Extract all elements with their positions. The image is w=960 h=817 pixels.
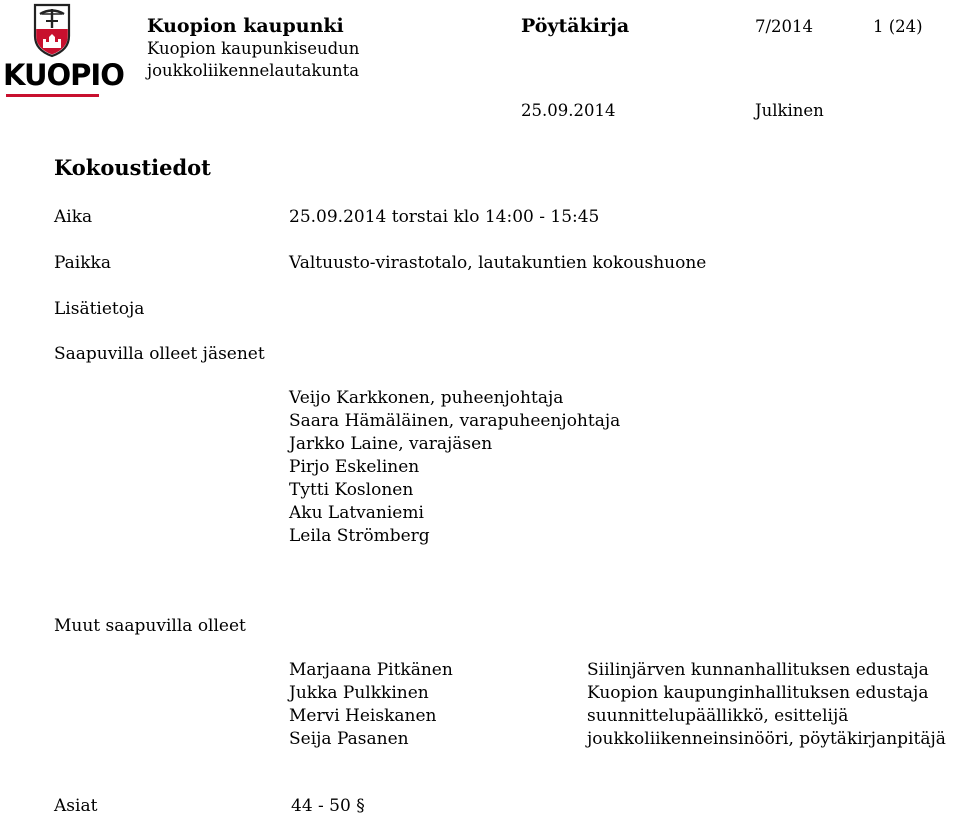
asiat-label: Asiat bbox=[54, 796, 98, 816]
document-status: Julkinen bbox=[755, 101, 824, 120]
list-item: Siilinjärven kunnanhallituksen edustaja bbox=[587, 660, 929, 680]
list-item: Leila Strömberg bbox=[289, 526, 430, 546]
paikka-label: Paikka bbox=[54, 253, 111, 273]
aika-value: 25.09.2014 torstai klo 14:00 - 15:45 bbox=[289, 207, 600, 227]
members-list bbox=[289, 387, 620, 548]
list-item: Jukka Pulkkinen bbox=[289, 683, 429, 703]
others-label: Muut saapuvilla olleet bbox=[54, 616, 246, 636]
list-item: Pirjo Eskelinen bbox=[289, 457, 420, 477]
list-item: Mervi Heiskanen bbox=[289, 706, 437, 726]
aika-label: Aika bbox=[54, 207, 93, 227]
organization-name: Kuopion kaupunki bbox=[147, 15, 344, 37]
list-item: Seija Pasanen bbox=[289, 729, 409, 749]
list-item: Tytti Koslonen bbox=[289, 480, 414, 500]
list-item: joukkoliikenneinsinööri, pöytäkirjanpitäjä bbox=[587, 729, 946, 749]
list-item: Aku Latvaniemi bbox=[289, 503, 424, 523]
list-item: Marjaana Pitkänen bbox=[289, 660, 453, 680]
page-number: 1 (24) bbox=[873, 17, 923, 36]
list-item: Kuopion kaupunginhallituksen edustaja bbox=[587, 683, 929, 703]
list-item: Veijo Karkkonen, puheenjohtaja bbox=[289, 388, 564, 408]
list-item: Saara Hämäläinen, varapuheenjohtaja bbox=[289, 411, 621, 431]
document-number: 7/2014 bbox=[755, 17, 814, 36]
logo-text: KUOPIO bbox=[3, 58, 124, 92]
others-names bbox=[289, 659, 453, 751]
organization-sub2: joukkoliikennelautakunta bbox=[147, 61, 360, 80]
asiat-range: 44 - 50 bbox=[291, 796, 351, 816]
section-symbol: § bbox=[356, 796, 365, 816]
document-date: 25.09.2014 bbox=[521, 101, 616, 120]
asiat-value bbox=[291, 796, 365, 816]
members-label: Saapuvilla olleet jäsenet bbox=[54, 344, 265, 364]
others-roles bbox=[587, 659, 946, 751]
organization-sub1: Kuopion kaupunkiseudun bbox=[147, 39, 360, 58]
document-type: Pöytäkirja bbox=[521, 15, 630, 37]
section-title: Kokoustiedot bbox=[54, 155, 211, 180]
list-item: Jarkko Laine, varajäsen bbox=[289, 434, 493, 454]
paikka-value: Valtuusto-virastotalo, lautakuntien kokoushuone bbox=[289, 253, 707, 273]
list-item: suunnittelupäällikkö, esittelijä bbox=[587, 706, 849, 726]
lisatietoja-label: Lisätietoja bbox=[54, 299, 145, 319]
